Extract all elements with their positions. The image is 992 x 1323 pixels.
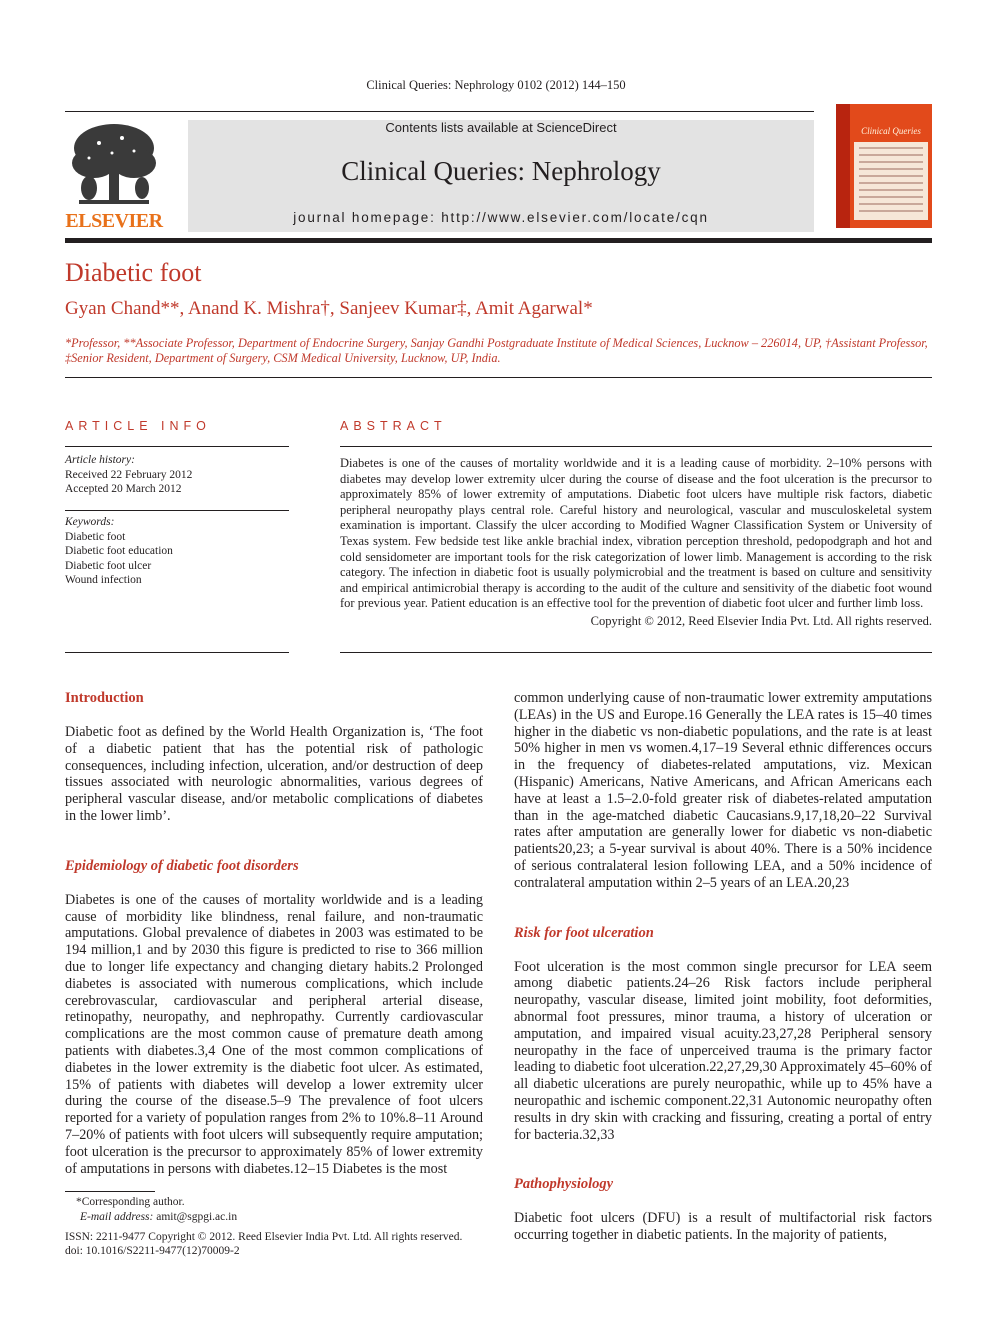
introduction-heading: Introduction [65,690,144,706]
abstract-body [340,456,932,630]
issn-line: ISSN: 2211-9477 Copyright © 2012. Reed Elsevier India Pvt. Ltd. All rights reserved. [65,1231,463,1243]
contents-available-text: Contents lists available at ScienceDirect [385,120,617,135]
author-list: Gyan Chand**, Anand K. Mishra†, Sanjeev Kumar‡, Amit Agarwal* [65,298,593,319]
risk-text: Foot ulceration is the most common single precursor for LEA seem among diabetic patients.24–26 Risk factors include peripheral neuropathy, vascular disease, limited joint mobility, foot deformities, abnormal foot pressures, minor trauma, a history of ulceration or amputation, and impaired visual acuity.23,27,28 Peripheral sensory neuropathy in the face of unperceived trauma is the primary factor leading to diabetic foot ulceration.22,27,29,30 Approximately 45–60% of all diabetic ulcerations are purely neuropathic, while up to 45% have a neuropathic and ischemic component.22,31 Autonomic neuropathy often results in dry skin with cracking and fissuring, creating a portal of entry for bacteria.32,33 [514,958,932,1143]
right-column [514,690,932,1244]
journal-citation: Clinical Queries: Nephrology 0102 (2012) 144–150 [366,78,626,92]
epidemiology-text-continued: common underlying cause of non-traumatic lower extremity amputations (LEAs) in the US and Europe.16 Generally the LEA rates is 15–40 times higher in the diabetic vs non-diabetic populations, and the rate is at least 50% higher in men vs women.4,17–19 Several ethnic differences occurs in the frequency of diabetes-related amputations, viz. Mexican (Hispanic) Americans, Native Americans, and African Americans each have at least a 1.5–2.0-fold greater risk of diabetes-related amputation than in the age-matched diabetic Caucasians.9,17,18,20–22 Survival rates after amputation are generally lower for diabetic vs non-diabetic patients20,23; a 5-year survival is about 40%. There is a 50% incidence of serious contralateral lesion following LEA, and a 50% incidence of contralateral amputation within 2–5 years of an LEA.20,23 [514,690,932,891]
abstract-rule [340,446,932,447]
keywords-rule [65,510,289,511]
pathophysiology-heading: Pathophysiology [514,1176,614,1193]
article-info-heading: ARTICLE INFO [65,419,211,433]
title-rule [65,238,932,243]
keywords-block: Keywords: Diabetic foot Diabetic foot education Diabetic foot ulcer Wound infection [65,515,289,588]
header-rule [65,111,814,112]
journal-banner [188,120,814,232]
elsevier-wordmark: ELSEVIER [65,210,163,232]
affiliation-rule [65,377,932,378]
pathophysiology-text: Diabetic foot ulcers (DFU) is a result of multifactorial risk factors occurring together in diabetic patients. In the majority of patients, [514,1210,932,1244]
article-info-rule [65,446,289,447]
introduction-text: Diabetic foot as defined by the World Health Organization is, ‘The foot of a diabetic patient that has the potential risk of pathologic consequences, including infection, ulceration, and/or destruction of deep tissues associated with neurologic abnormalities, various degrees of peripheral vascular disease, and/or metabolic complications of diabetes in the lower limb’. [65,724,483,824]
keyword: Diabetic foot ulcer [65,559,152,572]
keyword: Diabetic foot education [65,545,173,557]
risk-heading: Risk for foot ulceration [514,924,654,941]
journal-homepage-link[interactable]: journal homepage: http://www.elsevier.com/locate/cqn [293,210,709,225]
received-date: Received 22 February 2012 [65,468,193,481]
journal-cover-image [836,104,932,228]
epidemiology-text: Diabetes is one of the causes of mortality worldwide and is a leading cause of morbidity like blindness, renal failure, and non-traumatic amputations. Global prevalence of diabetes in 2003 was estimated to be 194 million,1 and by 2030 this figure is predicted to rise to 366 million due to longer life expectancy and changing dietary habits.2 Prolonged diabetes is associated with numerous complications, which include cerebrovascular, cardiovascular and peripheral arterial disease, retinopathy, neuropathy, and nephropathy. Currently cardiovascular complications are the most common cause of premature death among patients with diabetes.3,4 One of the most common complications of diabetes in the lower extremity is the diabetic foot ulcer. As estimated, 15% of patients with diabetes will develop a lower extremity ulcer during the course of the disease.5–9 The prevalence of foot ulcers reported for a variety of population ranges from 2% to 10%.8–11 Around 7–20% of patients with foot ulcers will subsequently require amputation; foot ulceration is the precursor to approximately 85% of lower extremity of amputations in persons with diabetes.12–15 Diabetes is the most [65,891,483,1177]
keyword: Wound infection [65,574,142,586]
left-column [65,690,483,1177]
accepted-date: Accepted 20 March 2012 [65,483,182,495]
abstract-bottom-rule [340,652,932,653]
doi-line[interactable]: doi: 10.1016/S2211-9477(12)70009-2 [65,1245,240,1257]
epidemiology-heading: Epidemiology of diabetic foot disorders [65,857,299,874]
abstract-copyright: Copyright © 2012, Reed Elsevier India Pvt. Ltd. All rights reserved. [590,613,932,628]
corresponding-author-note: *Corresponding author. [76,1196,185,1208]
journal-title: Clinical Queries: Nephrology [341,156,661,186]
affiliations: *Professor, **Associate Professor, Department of Endocrine Surgery, Sanjay Gandhi Postgraduate Institute of Medical Sciences, Lucknow – 226014, UP, †Assistant Professor, ‡Senior Resident, Department of Surgery, CSM Medical University, Lucknow, UP, India. [65,336,928,365]
abstract-heading: ABSTRACT [340,419,447,433]
email-link[interactable]: amit@sgpgi.ac.in [156,1211,238,1223]
keyword: Diabetic foot [65,530,126,543]
abstract-text: Diabetes is one of the causes of mortality worldwide and it is a leading cause of morbidity. 2–10% persons with diabetes may develop lower extremity ulcer during the course of disease and the foot ulceration is the precursor to approximately 85% of lower extremity of amputations. Diabetic foot ulcers have multiple risk factors, diabetic peripheral neuropathy plays central role. Careful history and neurological, vascular and musculoskeletal system examination is important. Classify the ulcer according to Modified Wagner Classification System or University of Texas system. Few bedside test like ankle brachial index, vibration perception threshold, pedopodgraph and hot and cold sensidometer are important tools for the risk categorization of lower limb. Management is according to the risk category. The infection in diabetic foot is usually polymicrobial and the treatment is based on culture and sensitivity and empirical antimicrobial therapy is according to the audit of the culture and sensitivity of the diabetic foot wound for previous year. Patient education is an effective tool for the prevention of diabetic foot ulcer and further limb loss. [340,456,932,611]
article-info-bottom-rule [65,652,289,653]
email-line: E-mail address: amit@sgpgi.ac.in [80,1211,238,1223]
article-title: Diabetic foot [65,258,202,287]
cover-title: Clinical Queries [861,126,921,136]
footnote-rule [65,1191,155,1192]
article-history: Article history: Received 22 February 2012 Accepted 20 March 2012 [65,453,289,497]
